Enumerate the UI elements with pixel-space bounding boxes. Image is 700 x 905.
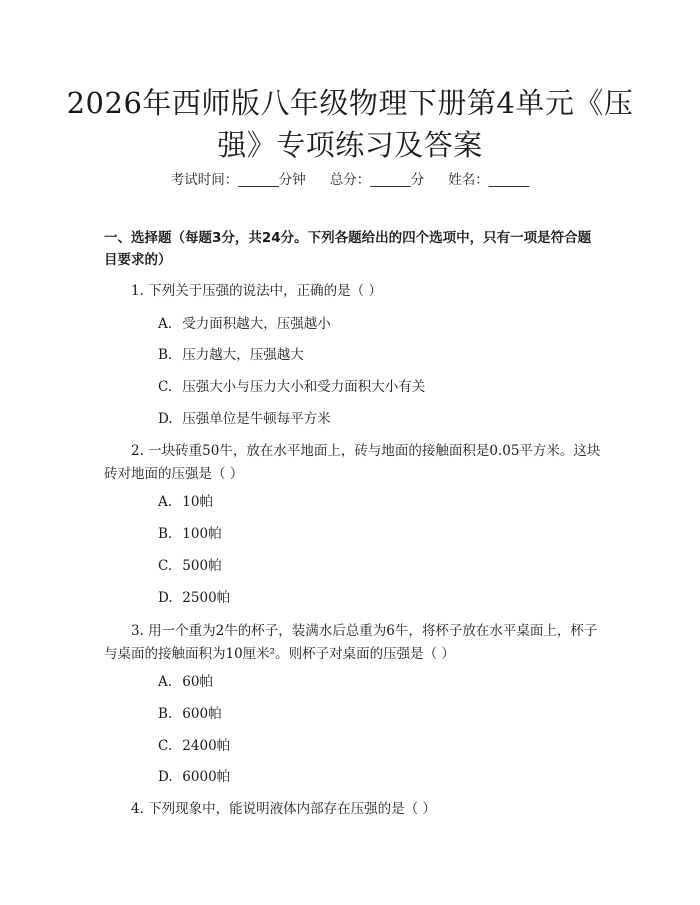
option-letter: D. bbox=[158, 769, 173, 785]
option-3d bbox=[158, 767, 230, 787]
option-text: 受力面积越大，压强越小 bbox=[182, 316, 331, 332]
question-2: 2. 一块砖重50牛，放在水平地面上，砖与地面的接触面积是0.05平方米。这块砖对地面的压强是（ ） bbox=[104, 443, 601, 482]
option-text: 500帕 bbox=[182, 558, 222, 574]
option-3c bbox=[158, 736, 230, 756]
option-text: 60帕 bbox=[182, 674, 213, 690]
option-1a bbox=[158, 314, 331, 334]
section-heading: 一、选择题（每题3分，共24分。下列各题给出的四个选项中，只有一项是符合题目要求的） bbox=[104, 230, 592, 268]
option-2d bbox=[158, 588, 230, 608]
option-text: 2500帕 bbox=[182, 590, 231, 606]
total-score-field: 总分：______分 bbox=[329, 172, 425, 188]
option-letter: D. bbox=[158, 411, 173, 427]
option-text: 6000帕 bbox=[182, 769, 231, 785]
exam-meta bbox=[0, 168, 700, 188]
option-1c bbox=[158, 377, 425, 397]
option-2b bbox=[158, 524, 222, 544]
option-text: 2400帕 bbox=[182, 738, 231, 754]
option-text: 100帕 bbox=[182, 526, 222, 542]
option-3b bbox=[158, 704, 222, 724]
option-text: 压强大小与压力大小和受力面积大小有关 bbox=[182, 379, 426, 395]
exam-time-field: 考试时间：______分钟 bbox=[170, 172, 306, 188]
question-1: 1. 下列关于压强的说法中，正确的是（ ） bbox=[131, 283, 382, 299]
option-text: 压力越大，压强越大 bbox=[182, 347, 304, 363]
option-1d bbox=[158, 409, 331, 429]
option-letter: A. bbox=[158, 316, 173, 332]
option-2c bbox=[158, 556, 222, 576]
option-letter: C. bbox=[158, 379, 173, 395]
option-3a bbox=[158, 672, 213, 692]
question-4: 4. 下列现象中，能说明液体内部存在压强的是（ ） bbox=[131, 801, 436, 817]
option-text: 10帕 bbox=[182, 494, 213, 510]
option-letter: A. bbox=[158, 494, 173, 510]
option-letter: B. bbox=[158, 706, 173, 722]
option-letter: B. bbox=[158, 347, 173, 363]
option-text: 600帕 bbox=[182, 706, 222, 722]
option-letter: B. bbox=[158, 526, 173, 542]
option-1b bbox=[158, 345, 304, 365]
option-letter: C. bbox=[158, 558, 173, 574]
option-letter: C. bbox=[158, 738, 173, 754]
page-title: 2026年西师版八年级物理下册第4单元《压强》专项练习及答案 bbox=[66, 86, 634, 162]
option-letter: D. bbox=[158, 590, 173, 606]
option-text: 压强单位是牛顿每平方米 bbox=[182, 411, 331, 427]
question-3: 3. 用一个重为2牛的杯子，装满水后总重为6牛，将杯子放在水平桌面上，杯子与桌面的接触面积为10厘米²。则杯子对桌面的压强是（ ） bbox=[104, 623, 598, 662]
student-name-field: 姓名：______ bbox=[448, 172, 530, 188]
option-letter: A. bbox=[158, 674, 173, 690]
option-2a bbox=[158, 492, 213, 512]
